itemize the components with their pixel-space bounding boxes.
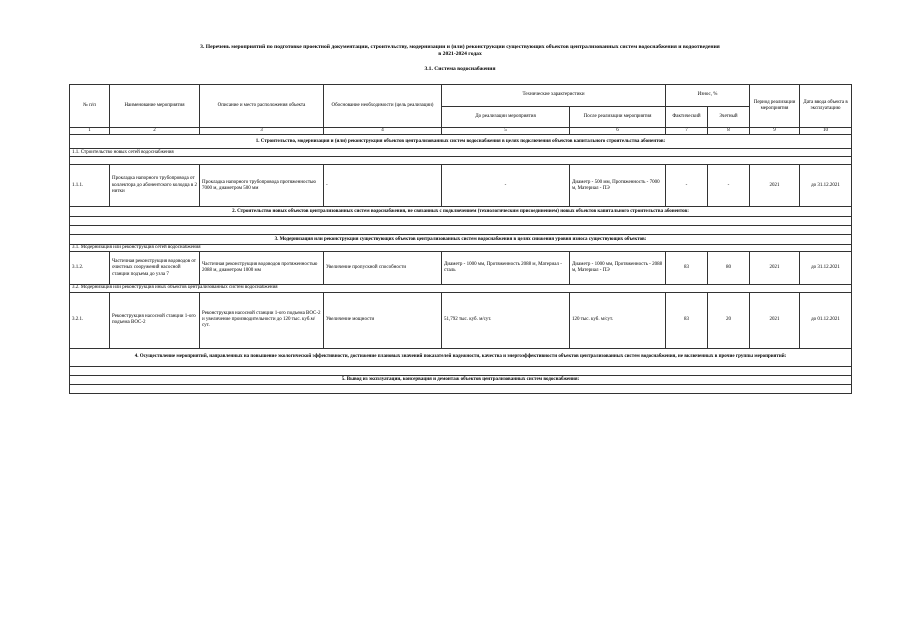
row-commissioning: до 31.12.2021 xyxy=(800,165,852,207)
header-justification: Обоснование необходимости (цель реализации) xyxy=(324,85,442,128)
header-wear-actual: Фактический xyxy=(666,107,708,128)
header-num: № п/п xyxy=(70,85,110,128)
header-tech-specs: Технические характеристики xyxy=(442,85,666,107)
subsection-3-1-header: 3.1. Модернизация или реконструкция сетей водоснабжения xyxy=(70,245,852,252)
column-number: 8 xyxy=(708,128,750,135)
table-row xyxy=(70,292,852,348)
row-after: 120 тыс. куб. м/сут. xyxy=(570,292,666,348)
table-row xyxy=(70,252,852,285)
row-period: 2021 xyxy=(750,165,800,207)
row-after: Диаметр - 1000 мм, Протяженность - 2088 м, Материал - ПЭ xyxy=(570,252,666,285)
row-wear-normative: 20 xyxy=(708,292,750,348)
column-number: 3 xyxy=(200,128,324,135)
header-commissioning: Дата ввода объекта в эксплуатацию xyxy=(800,85,852,128)
section-2-header: 2. Строительство новых объектов централизованных систем водоснабжения, не связанных с подключением (технологическим присоединением) новых объектов капитального строительства абонентов: xyxy=(70,207,852,217)
row-name: Реконструкция насосной станции 1-ого подъема ВОС-2 xyxy=(110,292,200,348)
spacer-row xyxy=(70,226,852,235)
row-commissioning: до 01.12.2021 xyxy=(800,292,852,348)
column-number: 1 xyxy=(70,128,110,135)
spacer-row xyxy=(70,366,852,375)
row-before: - xyxy=(442,165,570,207)
row-wear-normative: 80 xyxy=(708,252,750,285)
row-description: Прокладка напорного трубопровода протяженностью 7000 м, диаметром 500 мм xyxy=(200,165,324,207)
document-title-line: 3. Перечень мероприятий по подготовке проектной документации, строительству, модернизации и (или) реконструкции существующих объектов централизованных систем водоснабжения и водоотведения xyxy=(200,44,720,50)
column-number: 4 xyxy=(324,128,442,135)
header-wear-normative: Зчетный xyxy=(708,107,750,128)
section-5-header: 5. Вывод из эксплуатации, консервация и демонтаж объектов централизованных систем водоснабжения: xyxy=(70,375,852,384)
header-wear: Износ, % xyxy=(666,85,750,107)
section-4-header: 4. Осуществление мероприятий, направленных на повышение экологической эффективности, достижение плановых значений показателей надежности, качества и энергоэффективности объектов централизованных систем водоснабжения, не включенных в прочие группы мероприятий: xyxy=(70,348,852,366)
section-1-header: 1. Строительство, модернизация и (или) реконструкция объектов централизованных систем водоснабжения в целях подключения объектов капитального строительства абонентов: xyxy=(70,135,852,149)
column-number: 5 xyxy=(442,128,570,135)
row-period: 2021 xyxy=(750,292,800,348)
spacer-row xyxy=(70,157,852,165)
row-description: Частичная реконструкция водоводов протяженностью 2088 м, диаметром 1000 мм xyxy=(200,252,324,285)
column-number: 10 xyxy=(800,128,852,135)
row-num: 3.1.2. xyxy=(70,252,110,285)
header-after: После реализации мероприятия xyxy=(570,107,666,128)
section-3-header: 3. Модернизация или реконструкция существующих объектов централизованных систем водоснабжения в целях снижения уровня износа существующих объектов: xyxy=(70,235,852,245)
row-name: Частичная реконструкция водоводов от очистных сооружений насосной станции подъема до узла 7 xyxy=(110,252,200,285)
row-name: Прокладка напорного трубопровода от коллектора до абонентского колодца в 2 нитки xyxy=(110,165,200,207)
document-title xyxy=(70,44,850,58)
row-wear-actual: - xyxy=(666,165,708,207)
row-commissioning: до 31.12.2021 xyxy=(800,252,852,285)
subsection-1-1-header: 1.1. Строительство новых сетей водоснабжения xyxy=(70,149,852,157)
measures-table xyxy=(69,84,852,394)
section-title: 3.1. Система водоснабжения xyxy=(424,66,496,72)
row-before: 51,792 тыс. куб. м/сут. xyxy=(442,292,570,348)
header-description: Описание и место расположения объекта xyxy=(200,85,324,128)
row-justification: Увеличение мощности xyxy=(324,292,442,348)
row-after: Диаметр - 500 мм, Протяженность - 7000 м, Материал - ПЭ xyxy=(570,165,666,207)
row-num: 1.1.1. xyxy=(70,165,110,207)
row-wear-normative: - xyxy=(708,165,750,207)
subsection-3-2-header: 3.2. Модернизация или реконструкция иных объектов централизованных систем водоснабжения xyxy=(70,285,852,292)
table-row xyxy=(70,165,852,207)
column-number: 9 xyxy=(750,128,800,135)
header-before: До реализации мероприятия xyxy=(442,107,570,128)
spacer-row xyxy=(70,217,852,226)
row-period: 2021 xyxy=(750,252,800,285)
document-title-years: в 2021-2024 годах xyxy=(438,51,482,57)
column-number: 7 xyxy=(666,128,708,135)
spacer-row xyxy=(70,384,852,393)
row-num: 3.2.1. xyxy=(70,292,110,348)
header-period: Период реализации мероприятия xyxy=(750,85,800,128)
row-wear-actual: 83 xyxy=(666,292,708,348)
column-number: 6 xyxy=(570,128,666,135)
row-before: Диаметр - 1000 мм, Протяженность 2088 м, Материал - сталь xyxy=(442,252,570,285)
row-justification: Увеличение пропускной способности xyxy=(324,252,442,285)
header-name: Наименование мероприятия xyxy=(110,85,200,128)
row-wear-actual: 83 xyxy=(666,252,708,285)
row-description: Реконструкция насосной станции 1-ого подъема ВОС-2 и увеличение производительности до 120 тыс. куб.м/сут. xyxy=(200,292,324,348)
row-justification: - xyxy=(324,165,442,207)
column-number: 2 xyxy=(110,128,200,135)
